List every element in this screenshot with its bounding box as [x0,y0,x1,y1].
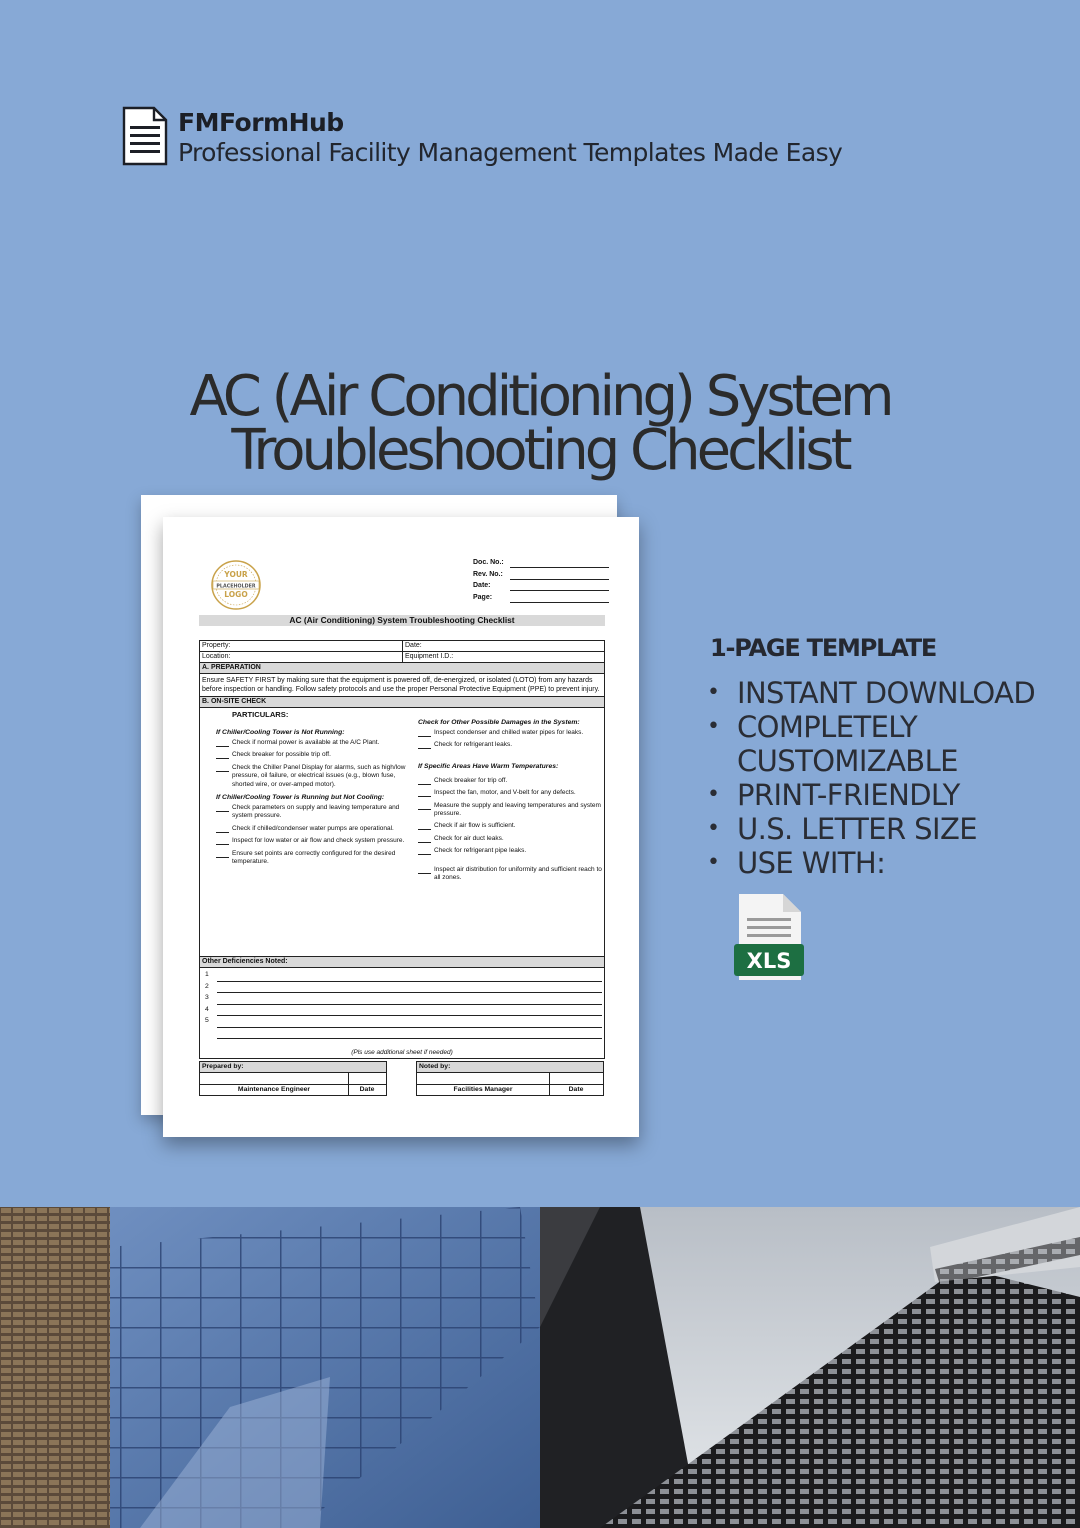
group-heading: If Chiller/Cooling Tower is Not Running: [216,729,345,736]
date-label: Date: [402,641,422,651]
check-item: Check if normal power is available at the A/C Plant. [216,739,406,747]
check-item: Measure the supply and leaving temperatures and system pressure. [418,802,608,819]
date-row [473,582,609,594]
document-lines-icon [122,106,168,166]
noted-by-label: Noted by: [417,1062,603,1073]
check-item: Inspect the fan, motor, and V-belt for any defects. [418,789,608,797]
deficiency-line: 2 [203,982,604,994]
section-b-header: B. ON-SITE CHECK [200,697,604,708]
particulars-label: PARTICULARS: [232,710,289,719]
xls-file-icon [733,892,805,984]
deficiency-line: 3 [203,993,604,1005]
preparation-text: Ensure SAFETY FIRST by making sure that the equipment is powered off, de-energized, or isolated (LOTO) from any hazards before inspection or handling. Follow safety protocols and use the proper Personal Protective Equipment (PPE) to prevent injury. [200,674,604,697]
noted-role: Facilities Manager [453,1086,513,1093]
deficiency-line: 1 [203,970,604,982]
title-line-2: Troubleshooting Checklist [231,418,849,483]
property-label: Property: [202,642,231,649]
building-photo [0,1207,1080,1528]
feature-item: • U.S. LETTER SIZE [706,812,1078,846]
check-item: Check parameters on supply and leaving temperature and system pressure. [216,804,406,821]
prepared-date-label: Date [359,1086,375,1093]
title-line-1: AC (Air Conditioning) System [189,364,891,429]
check-item: Check the Chiller Panel Display for alarms, such as high/low pressure, oil failure, or electrical issues (e.g., blown fuse, shorted wire, or over-amped motor). [216,764,406,789]
brand-tagline: Professional Facility Management Templates Made Easy [178,138,843,167]
check-item: Check if air flow is sufficient. [418,822,608,830]
placeholder-logo [207,559,265,611]
check-item: Check for refrigerant pipe leaks. [418,847,608,855]
page-row [473,594,609,606]
section-a-header: A. PREPARATION [200,663,604,674]
onsite-check [200,708,604,957]
equipment-label: Equipment I.D.: [402,652,453,662]
brand-header [122,106,922,170]
noted-date-label: Date [568,1086,584,1093]
deficiency-line: 4 [203,1005,604,1017]
check-item: Check for air duct leaks. [418,835,608,843]
rev-no-row [473,571,609,583]
logo-text-3: LOGO [224,590,248,599]
feature-item: • USE WITH: [706,846,1078,880]
other-deficiencies-header: Other Deficiencies Noted: [200,957,604,968]
brand-name: FMFormHub [178,108,344,137]
deficiency-line: 5 [203,1016,604,1028]
feature-heading: 1-PAGE TEMPLATE [710,634,937,662]
checklist-sheet-preview [163,517,639,1137]
doc-meta [473,559,609,605]
form-body [199,640,605,1059]
additional-sheet-note: (Pls use additional sheet if needed) [351,1049,453,1056]
rev-no-label: Rev. No.: [473,570,503,578]
feature-list [706,676,1078,880]
page-title [0,364,1080,483]
prepared-by-label: Prepared by: [200,1062,386,1073]
right-column [418,718,608,886]
group-heading: If Specific Areas Have Warm Temperatures: [418,762,559,770]
prepared-role: Maintenance Engineer [237,1086,311,1093]
prepared-by-box [199,1061,387,1096]
property-row [200,641,604,652]
location-label: Location: [202,653,231,660]
location-row [200,652,604,663]
check-item: Inspect condenser and chilled water pipes for leaks. [418,729,608,737]
check-item: Check for refrigerant leaks. [418,741,608,749]
feature-item: • INSTANT DOWNLOAD [706,676,1078,710]
check-item: Inspect for low water or air flow and check system pressure. [216,837,406,845]
check-item: Check breaker for trip off. [418,777,608,785]
feature-item: • COMPLETELY CUSTOMIZABLE [706,710,1078,778]
left-column [216,728,406,870]
page-label: Page: [473,593,493,601]
feature-item: • PRINT-FRIENDLY [706,778,1078,812]
xls-label: XLS [746,949,792,973]
other-deficiencies [200,968,604,1058]
logo-text-2: PLACEHOLDER [216,584,256,590]
doc-no-row [473,559,609,571]
check-item: Inspect air distribution for uniformity and sufficient reach to all zones. [418,866,608,883]
check-item: Check breaker for possible trip off. [216,751,406,759]
doc-no-label: Doc. No.: [473,559,504,566]
sheet-title: AC (Air Conditioning) System Troubleshooting Checklist [199,615,605,626]
check-item: Check if chilled/condenser water pumps are operational. [216,825,406,833]
logo-text-1: YOUR [224,570,248,579]
meta-date-label: Date: [473,582,491,589]
group-heading: Check for Other Possible Damages in the System: [418,719,580,726]
noted-by-box [416,1061,604,1096]
deficiency-line [203,1028,604,1040]
group-heading: If Chiller/Cooling Tower is Running but Not Cooling: [216,794,385,802]
check-item: Ensure set points are correctly configured for the desired temperature. [216,850,406,867]
